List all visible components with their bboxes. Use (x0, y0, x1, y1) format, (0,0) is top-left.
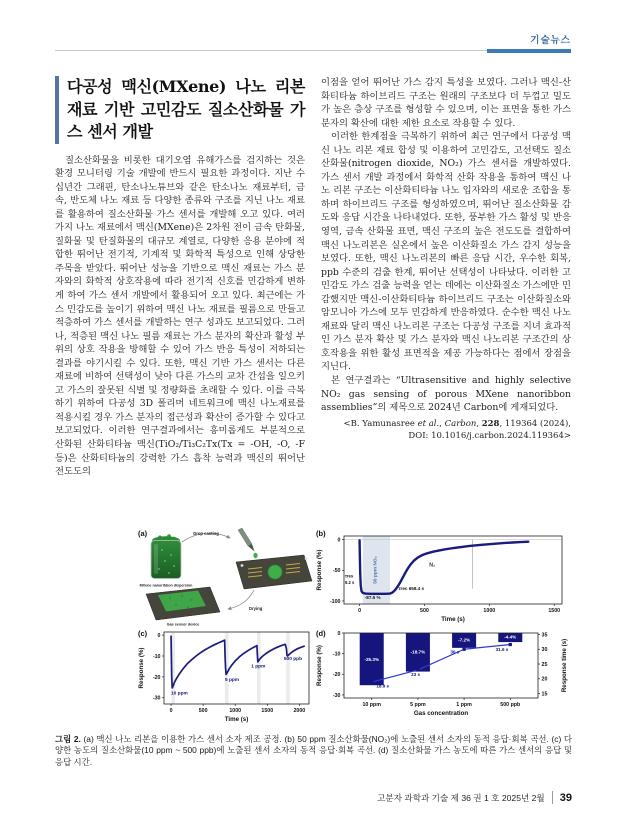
svg-text:-4.4%: -4.4% (504, 634, 517, 640)
svg-text:15: 15 (541, 691, 548, 698)
page-header (55, 28, 571, 51)
svg-text:25: 25 (541, 661, 548, 668)
svg-text:-7.2%: -7.2% (458, 637, 471, 643)
svg-text:5 ppm: 5 ppm (410, 702, 426, 708)
svg-text:0: 0 (169, 708, 173, 714)
svg-text:23 s: 23 s (411, 671, 421, 677)
caption-text: (a) 맥신 나노 리본을 이용한 가스 센서 소자 제조 공정. (b) 50 ppm 질소산화물(NO₂)에 노출된 센서 소자의 동적 응답·회복 곡선. (c) 다양한 농도의 질소산화물(10 ppm ~ 500 ppb)에 노출된 센서 소자의 동적 응답·회복 곡선. (d) 질소산화물 가스 농도에 따른 가스 센서의 응답 및 응답 시간. (55, 734, 573, 767)
svg-text:Time (s): Time (s) (224, 716, 249, 723)
gas-sensor-device-icon (146, 587, 220, 620)
page-footer (377, 791, 572, 804)
figure-panel-a (136, 528, 314, 628)
svg-text:0: 0 (337, 537, 341, 544)
svg-text:-30: -30 (152, 695, 161, 702)
svg-text:τres: τres (345, 573, 354, 579)
svg-text:1500: 1500 (261, 708, 274, 714)
figure-panel-c (136, 628, 314, 728)
svg-text:-10: -10 (332, 651, 341, 658)
svg-text:Response (%): Response (%) (316, 645, 323, 686)
drop-casting-label: Drop casting (193, 531, 219, 536)
svg-text:50 ppm NO₂: 50 ppm NO₂ (373, 556, 379, 584)
svg-text:1 ppm: 1 ppm (251, 664, 266, 670)
svg-text:-50: -50 (332, 568, 341, 575)
citation-volume: 228 (481, 418, 500, 429)
svg-text:1500: 1500 (548, 608, 561, 614)
svg-text:-20: -20 (152, 674, 161, 681)
figure-2 (136, 528, 570, 728)
svg-text:N₂: N₂ (429, 562, 436, 569)
svg-text:-100: -100 (329, 598, 341, 605)
body-paragraph: 이러한 한계점을 극복하기 위하여 최근 연구에서 다공성 맥신 나노 리본 재료 합성 및 이용하여 고민감도, 고선택도 질소산화물(nitrogen dioxide, NO₂) 가스 센서를 개발하였다. 가스 센서 개발 과정에서 화학적 산화 작용을 통하여 맥신 나노 리본 구조는 이산화티타늄 나노 입자와의 새로운 조합을 통하며 하이브리드 구조를 형성하였으며, 뛰어난 질소산화물 감도와 응답 시간을 나타내었다. 또한, 풍부한 가스 활성 및 반응 영역, 금속 산화물 표면, 맥신 구조의 높은 전도도를 결합하여 맥신 나노리본은 실온에서 높은 이산화질소 가스 감지 성능을 보였다. 또한, 맥신 나노리본의 빠른 응답 시간, 우수한 회복, ppb 수준의 검출 한계, 뛰어난 선택성이 나타났다. 이러한 고민감도 가스 검출 능력을 얻는 데에는 이산화질소 가스에만 민감했지만 맥신-이산화티타늄 하이브리드 구조는 이산화질소와 암모니아 가스에 모두 민감하게 반응하였다. 순수한 맥신 나노 재료와 달리 맥신 나노리본 구조는 다공성 구조를 지녀 효과적인 가스 분자 확산 및 가스 분자와 맥신 나노리본 구조간의 상호작용을 위한 활성 표면적을 제공 가능하다는 점에서 장점을 지닌다. (321, 131, 571, 373)
citation-authors: <B. Yamunasree (343, 418, 418, 429)
citation-sep: , (439, 418, 445, 429)
chart-concentration-response (136, 628, 314, 728)
citation-journal: Carbon (444, 418, 477, 429)
jar-icon (151, 534, 181, 578)
panel-a-label: (a) (138, 529, 148, 538)
svg-text:0: 0 (358, 608, 362, 614)
left-column (55, 76, 305, 479)
header-accent-bar (487, 49, 571, 53)
figure-caption (55, 734, 572, 768)
svg-text:-87.5 %: -87.5 % (364, 595, 381, 601)
svg-text:500: 500 (420, 608, 429, 614)
svg-text:2000: 2000 (293, 708, 306, 714)
svg-text:500 ppb: 500 ppb (500, 702, 521, 708)
svg-text:5 ppm: 5 ppm (224, 678, 240, 684)
svg-text:30 s: 30 s (450, 649, 460, 655)
article-title-block (55, 76, 305, 144)
svg-text:-18.7%: -18.7% (410, 649, 426, 655)
caption-number: 그림 2. (55, 734, 81, 744)
svg-text:Response (%): Response (%) (316, 549, 323, 591)
svg-text:10 ppm: 10 ppm (362, 702, 381, 708)
citation (321, 418, 571, 443)
sensor-chip-icon (236, 555, 312, 589)
svg-text:1 ppm: 1 ppm (456, 702, 472, 708)
svg-text:18.9 s: 18.9 s (376, 683, 390, 689)
section-label: 기술뉴스 (530, 35, 571, 46)
page-number: 39 (559, 791, 572, 804)
svg-text:1000: 1000 (483, 608, 496, 614)
svg-text:35: 35 (541, 632, 548, 639)
citation-sep: , (476, 418, 482, 429)
svg-text:-20: -20 (332, 672, 341, 679)
drying-label: Drying (249, 606, 263, 611)
svg-text:500 ppb: 500 ppb (283, 656, 303, 662)
body-paragraph: 이점을 얻어 뛰어난 가스 감지 특성을 보였다. 그러나 맥신-산화티타늄 하이브리드 구조는 원래의 구조보다 더 두껍고 밀도가 높은 층상 구조를 형성할 수 있으며, 이는 표면을 통한 가스 분자의 확산에 대한 제한 요소로 작용할 수 있다. (321, 77, 571, 129)
svg-text:30: 30 (541, 647, 548, 654)
svg-text:Time (s): Time (s) (441, 616, 465, 623)
figure-panel-d (314, 628, 570, 728)
citation-line-1 (321, 418, 571, 431)
body-paragraph: 본 연구결과는 “Ultrasensitive and highly selective NO₂ gas sensing of porous MXene nanoribbon assemblies”의 제목으로 2024년 Carbon에 게재되었다. (321, 375, 571, 414)
svg-text:31.6 s: 31.6 s (495, 647, 509, 653)
dispersion-label: MXene nanoribbon dispersion (139, 583, 193, 588)
right-column (321, 76, 571, 479)
article-body (55, 76, 571, 479)
svg-text:-30: -30 (332, 692, 341, 699)
svg-text:20: 20 (541, 676, 548, 683)
svg-text:Response time (s): Response time (s) (561, 638, 568, 693)
citation-etal: et al. (417, 418, 440, 429)
panel-b-label: (b) (316, 529, 326, 538)
svg-text:10 ppm: 10 ppm (170, 691, 188, 697)
device-label: Gas sensor device (166, 622, 200, 627)
svg-text:Response (%): Response (%) (138, 647, 145, 689)
citation-pages: , 119364 (2024), (499, 418, 571, 429)
chart-response-bars (314, 628, 570, 728)
svg-text:Gas concentration: Gas concentration (413, 710, 469, 717)
citation-doi: DOI: 10.1016/j.carbon.2024.119364> (408, 431, 571, 442)
pipette-icon (238, 528, 258, 558)
title-accent-bar (55, 76, 59, 144)
article-title: 다공성 맥신(MXene) 나노 리본 재료 기반 고민감도 질소산화물 가스 센서 개발 (67, 77, 305, 141)
svg-text:9.2 s: 9.2 s (345, 579, 355, 585)
figure-panel-b (314, 528, 570, 628)
svg-text:0: 0 (157, 633, 161, 640)
chart-dynamic-response (314, 528, 570, 628)
svg-text:1000: 1000 (229, 708, 242, 714)
svg-text:-25.3%: -25.3% (364, 656, 379, 662)
svg-text:τrec 658.4 s: τrec 658.4 s (398, 585, 425, 591)
svg-text:-10: -10 (152, 653, 161, 660)
svg-text:500: 500 (198, 708, 208, 714)
panel-d-label: (d) (316, 629, 326, 638)
panel-a-illustration (136, 528, 314, 628)
body-paragraph: 질소산화물을 비롯한 대기오염 유해가스를 검지하는 것은 환경 모니터링 기술 개발에 반드시 필요한 과정이다. 지난 수십년간 그래핀, 탄소나노튜브와 같은 탄소나노 재료부터, 금속, 반도체 나노 재료 등 다양한 종류와 구조를 지닌 나노 재료를 활용하여 질소산화물 가스 센서를 개발해 오고 있다. 여러가지 나노 재료에서 맥신(MXene)은 2차원 전이 금속 탄화물, 질화물 및 탄질화물의 대규모 계열로, 다양한 응용 분야에 적합한 뛰어난 전기적, 기계적 및 화학적 특성으로 인해 상당한 주목을 받았다. 뛰어난 성능을 기반으로 맥신 재료는 가스 분자와의 화학적 상호작용에 따라 전기적 신호를 민감하게 변하게 하여 가스 센서 개발에서 활용되어 오고 있다. 최근에는 가스 민감도를 높이기 위하여 맥신 나노 재료를 필름으로 만들고 적층하여 가스 센서를 개발하는 연구 성과도 보고되었다. 그러나, 적층된 맥신 나노 필름 재료는 가스 분자의 확산과 활성 부위의 상호 작용을 방해할 수 있어 가스 반응 특성이 저하되는 결과를 야기시킬 수 있다. 또한, 맥신 기반 가스 센서는 다른 재료에 비하여 선택성이 낮아 다른 가스의 교차 간섭을 일으키고 가스의 잘못된 식별 및 정량화를 초래할 수 있다. 이를 극복하기 위하여 다공성 3D 폴리머 네트워크에 맥신 나노재료를 적용시킬 경우 가스 분자의 접근성과 확산이 증가할 수 있다고 보고되었다. 이러한 연구결과에서는 흥미롭게도 부분적으로 산화된 산화티타늄 맥신(TiO₂/Ti₃C₂Tx(Tx = -OH, -O, -F 등)은 산화티타늄의 강력한 가스 흡착 능력과 맥신의 뛰어난 전도도의 (55, 154, 305, 478)
journal-name: 고분자 과학과 기술 제 36 권 1 호 2025년 2월 (377, 792, 545, 803)
svg-text:0: 0 (337, 630, 341, 637)
panel-c-label: (c) (138, 629, 148, 638)
footer-divider (552, 791, 553, 804)
